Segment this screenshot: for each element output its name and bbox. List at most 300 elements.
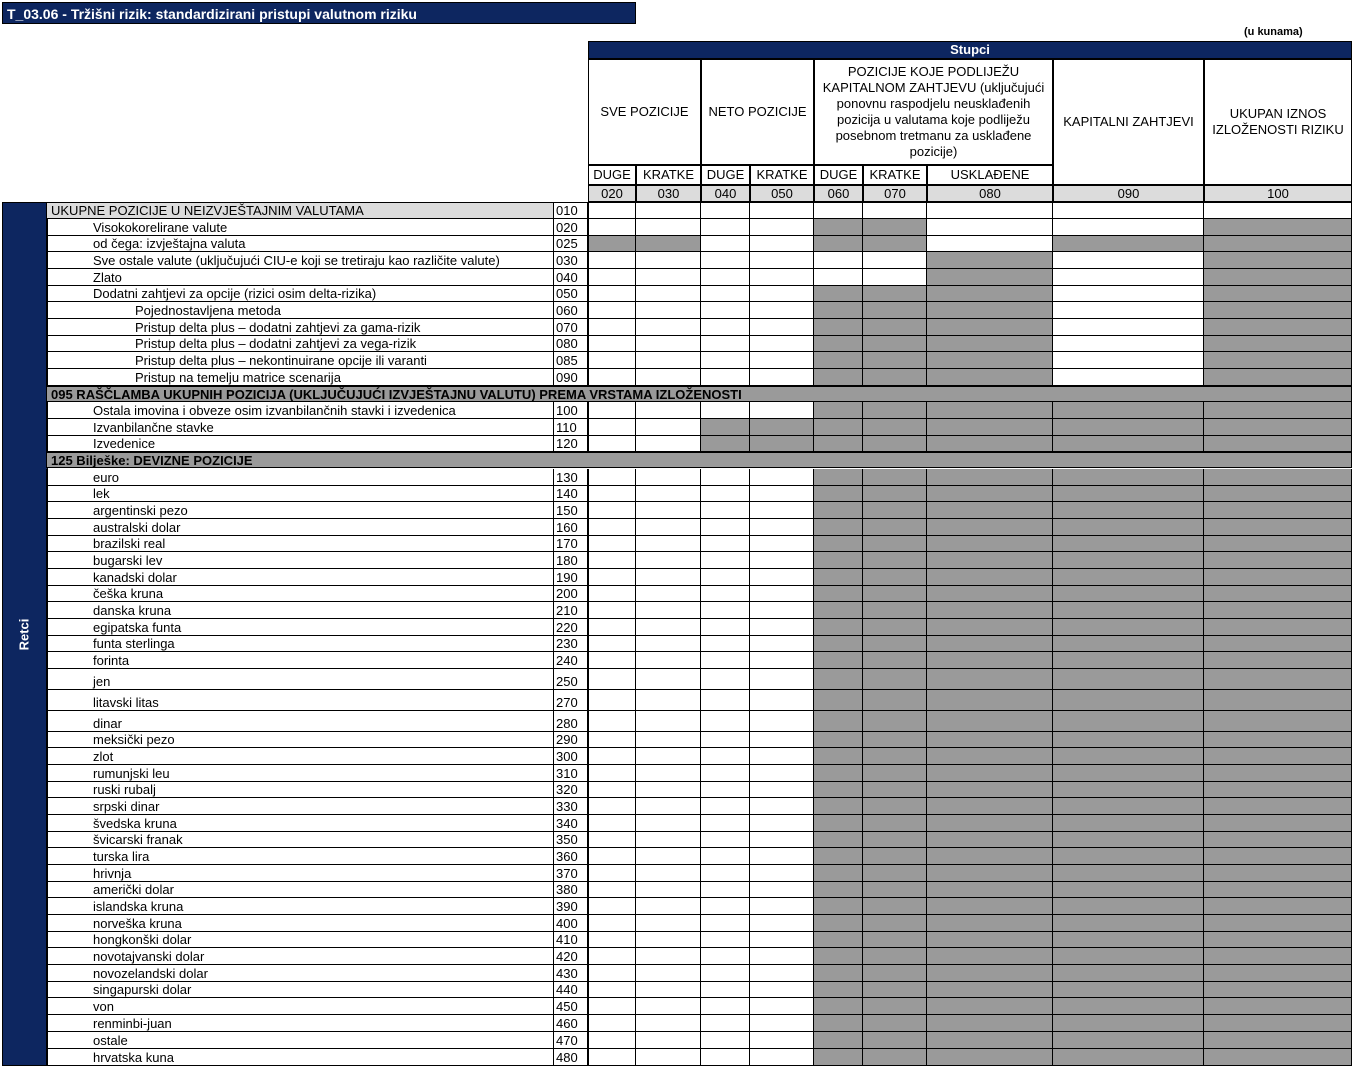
input-cell[interactable]	[814, 202, 863, 219]
input-cell[interactable]	[701, 865, 750, 882]
input-cell[interactable]	[750, 782, 814, 798]
input-cell[interactable]	[750, 369, 814, 386]
input-cell[interactable]	[701, 765, 750, 782]
input-cell[interactable]	[636, 998, 701, 1015]
grey-cell	[927, 336, 1053, 352]
grey-cell	[1204, 302, 1352, 319]
grey-cell	[1204, 619, 1352, 636]
grey-cell	[863, 815, 927, 832]
input-cell[interactable]	[750, 219, 814, 236]
grey-cell	[1204, 636, 1352, 652]
row-label: Pojednostavljena metoda	[46, 302, 554, 319]
grey-cell	[927, 636, 1053, 652]
grey-cell	[814, 711, 863, 732]
input-cell[interactable]	[701, 1015, 750, 1032]
input-cell[interactable]	[814, 269, 863, 286]
row-label: od čega: izvještajna valuta	[46, 236, 554, 252]
grey-cell	[814, 865, 863, 882]
input-cell[interactable]	[1053, 219, 1204, 236]
input-cell[interactable]	[588, 352, 636, 369]
row-code: 140	[554, 486, 588, 502]
input-cell[interactable]	[636, 536, 701, 552]
input-cell[interactable]	[750, 848, 814, 865]
input-cell[interactable]	[701, 486, 750, 502]
input-cell[interactable]	[588, 865, 636, 882]
input-cell[interactable]	[701, 302, 750, 319]
input-cell[interactable]	[636, 619, 701, 636]
grey-cell	[863, 711, 927, 732]
input-cell[interactable]	[588, 1049, 636, 1066]
grey-cell	[814, 552, 863, 569]
grey-cell	[927, 798, 1053, 815]
grey-cell	[1204, 536, 1352, 552]
grey-cell	[1204, 269, 1352, 286]
input-cell[interactable]	[1053, 252, 1204, 269]
input-cell[interactable]	[588, 286, 636, 302]
input-cell[interactable]	[636, 748, 701, 765]
input-cell[interactable]	[636, 915, 701, 932]
input-cell[interactable]	[701, 948, 750, 965]
grey-cell	[863, 552, 927, 569]
input-cell[interactable]	[701, 286, 750, 302]
input-cell[interactable]	[750, 469, 814, 486]
input-cell[interactable]	[636, 586, 701, 602]
input-cell[interactable]	[636, 932, 701, 948]
input-cell[interactable]	[701, 915, 750, 932]
row-code: 300	[554, 748, 588, 765]
input-cell[interactable]	[701, 236, 750, 252]
input-cell[interactable]	[750, 302, 814, 319]
input-cell[interactable]	[636, 898, 701, 915]
input-cell[interactable]	[636, 865, 701, 882]
input-cell[interactable]	[588, 815, 636, 832]
input-cell[interactable]	[636, 832, 701, 848]
row-code: 110	[554, 419, 588, 436]
input-cell[interactable]	[701, 602, 750, 619]
grey-cell	[814, 948, 863, 965]
input-cell[interactable]	[588, 998, 636, 1015]
input-cell[interactable]	[701, 1049, 750, 1066]
input-cell[interactable]	[701, 319, 750, 336]
input-cell[interactable]	[701, 998, 750, 1015]
input-cell[interactable]	[701, 848, 750, 865]
row-code: 280	[554, 711, 588, 732]
input-cell[interactable]	[636, 519, 701, 536]
row-code: 400	[554, 915, 588, 932]
grey-cell	[927, 998, 1053, 1015]
grey-cell	[814, 765, 863, 782]
input-cell[interactable]	[750, 932, 814, 948]
input-cell[interactable]	[750, 519, 814, 536]
input-cell[interactable]	[636, 882, 701, 898]
input-cell[interactable]	[750, 982, 814, 998]
input-cell[interactable]	[636, 402, 701, 419]
input-cell[interactable]	[588, 782, 636, 798]
input-cell[interactable]	[701, 252, 750, 269]
input-cell[interactable]	[701, 269, 750, 286]
input-cell[interactable]	[588, 519, 636, 536]
section-header: 095 RAŠČLAMBA UKUPNIH POZICIJA (UKLJUČUJUĆI IZVJEŠTAJNU VALUTU) PREMA VRSTAMA IZLOŽENOSTI	[46, 386, 1352, 402]
input-cell[interactable]	[750, 948, 814, 965]
input-cell[interactable]	[636, 602, 701, 619]
input-cell[interactable]	[588, 652, 636, 669]
row-label: Pristup delta plus – nekontinuirane opcije ili varanti	[46, 352, 554, 369]
input-cell[interactable]	[750, 998, 814, 1015]
input-cell[interactable]	[701, 219, 750, 236]
input-cell[interactable]	[750, 765, 814, 782]
input-cell[interactable]	[636, 1032, 701, 1049]
row-label: turska lira	[46, 848, 554, 865]
input-cell[interactable]	[1053, 302, 1204, 319]
input-cell[interactable]	[588, 982, 636, 998]
grey-cell	[814, 369, 863, 386]
grey-cell	[1053, 690, 1204, 711]
grey-cell	[927, 586, 1053, 602]
input-cell[interactable]	[701, 502, 750, 519]
input-cell[interactable]	[750, 502, 814, 519]
grey-cell	[814, 1015, 863, 1032]
input-cell[interactable]	[588, 552, 636, 569]
input-cell[interactable]	[588, 569, 636, 586]
input-cell[interactable]	[750, 336, 814, 352]
input-cell[interactable]	[750, 236, 814, 252]
input-cell[interactable]	[701, 519, 750, 536]
input-cell[interactable]	[701, 636, 750, 652]
input-cell[interactable]	[588, 798, 636, 815]
input-cell[interactable]	[636, 436, 701, 452]
input-cell[interactable]	[588, 948, 636, 965]
input-cell[interactable]	[701, 832, 750, 848]
input-cell[interactable]	[636, 848, 701, 865]
row-code: 030	[554, 252, 588, 269]
grey-cell	[927, 652, 1053, 669]
row-label: Ostala imovina i obveze osim izvanbilančnih stavki i izvedenica	[46, 402, 554, 419]
grey-cell	[927, 302, 1053, 319]
input-cell[interactable]	[636, 815, 701, 832]
row-code: 410	[554, 932, 588, 948]
input-cell[interactable]	[588, 848, 636, 865]
grey-cell	[1204, 815, 1352, 832]
input-cell[interactable]	[636, 1015, 701, 1032]
input-cell[interactable]	[636, 219, 701, 236]
input-cell[interactable]	[636, 765, 701, 782]
input-cell[interactable]	[1053, 202, 1204, 219]
input-cell[interactable]	[863, 269, 927, 286]
grey-cell	[1204, 436, 1352, 452]
row-code: 430	[554, 965, 588, 982]
grey-cell	[1053, 636, 1204, 652]
input-cell[interactable]	[636, 502, 701, 519]
input-cell[interactable]	[701, 552, 750, 569]
input-cell[interactable]	[588, 1032, 636, 1049]
grey-cell	[1053, 1032, 1204, 1049]
input-cell[interactable]	[750, 1015, 814, 1032]
input-cell[interactable]	[750, 798, 814, 815]
input-cell[interactable]	[750, 569, 814, 586]
input-cell[interactable]	[701, 536, 750, 552]
rows-side-label: Retci	[16, 618, 32, 650]
input-cell[interactable]	[588, 219, 636, 236]
input-cell[interactable]	[636, 732, 701, 748]
input-cell[interactable]	[701, 798, 750, 815]
input-cell[interactable]	[636, 252, 701, 269]
input-cell[interactable]	[750, 586, 814, 602]
input-cell[interactable]	[701, 402, 750, 419]
input-cell[interactable]	[701, 369, 750, 386]
input-cell[interactable]	[636, 486, 701, 502]
grey-cell	[1053, 502, 1204, 519]
row-label: srpski dinar	[46, 798, 554, 815]
input-cell[interactable]	[636, 569, 701, 586]
input-cell[interactable]	[636, 469, 701, 486]
input-cell[interactable]	[588, 336, 636, 352]
grey-cell	[863, 915, 927, 932]
input-cell[interactable]	[588, 636, 636, 652]
input-cell[interactable]	[701, 965, 750, 982]
input-cell[interactable]	[701, 469, 750, 486]
column-code: 080	[927, 185, 1053, 202]
input-cell[interactable]	[636, 419, 701, 436]
input-cell[interactable]	[750, 486, 814, 502]
input-cell[interactable]	[750, 832, 814, 848]
input-cell[interactable]	[750, 732, 814, 748]
input-cell[interactable]	[588, 319, 636, 336]
input-cell[interactable]	[636, 652, 701, 669]
input-cell[interactable]	[588, 402, 636, 419]
input-cell[interactable]	[588, 619, 636, 636]
input-cell[interactable]	[636, 319, 701, 336]
grey-cell	[927, 536, 1053, 552]
input-cell[interactable]	[588, 1015, 636, 1032]
input-cell[interactable]	[588, 882, 636, 898]
grey-cell	[863, 748, 927, 765]
grey-cell	[1204, 932, 1352, 948]
grey-cell	[814, 882, 863, 898]
input-cell[interactable]	[750, 536, 814, 552]
input-cell[interactable]	[588, 436, 636, 452]
input-cell[interactable]	[588, 502, 636, 519]
input-cell[interactable]	[927, 219, 1053, 236]
input-cell[interactable]	[701, 882, 750, 898]
row-code: 340	[554, 815, 588, 832]
input-cell[interactable]	[636, 669, 701, 690]
input-cell[interactable]	[588, 302, 636, 319]
grey-cell	[1204, 711, 1352, 732]
input-cell[interactable]	[588, 252, 636, 269]
input-cell[interactable]	[927, 236, 1053, 252]
row-label: Dodatni zahtjevi za opcije (rizici osim delta-rizika)	[46, 286, 554, 302]
input-cell[interactable]	[701, 748, 750, 765]
input-cell[interactable]	[588, 269, 636, 286]
input-cell[interactable]	[588, 748, 636, 765]
input-cell[interactable]	[636, 690, 701, 711]
grey-cell	[814, 319, 863, 336]
input-cell[interactable]	[588, 732, 636, 748]
input-cell[interactable]	[1053, 286, 1204, 302]
grey-cell	[863, 602, 927, 619]
grey-cell	[927, 690, 1053, 711]
input-cell[interactable]	[588, 669, 636, 690]
grey-cell	[814, 915, 863, 932]
grey-cell	[863, 569, 927, 586]
input-cell[interactable]	[588, 832, 636, 848]
grey-cell	[927, 552, 1053, 569]
input-cell[interactable]	[636, 711, 701, 732]
input-cell[interactable]	[750, 202, 814, 219]
input-cell[interactable]	[750, 898, 814, 915]
input-cell[interactable]	[1053, 319, 1204, 336]
input-cell[interactable]	[588, 486, 636, 502]
input-cell[interactable]	[750, 1032, 814, 1049]
input-cell[interactable]	[1053, 369, 1204, 386]
input-cell[interactable]	[636, 269, 701, 286]
grey-cell	[863, 286, 927, 302]
input-cell[interactable]	[701, 815, 750, 832]
input-cell[interactable]	[588, 469, 636, 486]
input-cell[interactable]	[701, 569, 750, 586]
input-cell[interactable]	[636, 552, 701, 569]
input-cell[interactable]	[701, 352, 750, 369]
input-cell[interactable]	[750, 1049, 814, 1066]
input-cell[interactable]	[636, 948, 701, 965]
input-cell[interactable]	[750, 865, 814, 882]
input-cell[interactable]	[1053, 336, 1204, 352]
input-cell[interactable]	[701, 982, 750, 998]
grey-cell	[927, 269, 1053, 286]
input-cell[interactable]	[701, 898, 750, 915]
input-cell[interactable]	[636, 352, 701, 369]
column-code: 070	[863, 185, 927, 202]
input-cell[interactable]	[588, 586, 636, 602]
input-cell[interactable]	[750, 286, 814, 302]
input-cell[interactable]	[750, 352, 814, 369]
input-cell[interactable]	[588, 915, 636, 932]
input-cell[interactable]	[636, 798, 701, 815]
input-cell[interactable]	[588, 932, 636, 948]
input-cell[interactable]	[750, 711, 814, 732]
grey-cell	[1053, 982, 1204, 998]
row-code: 060	[554, 302, 588, 319]
row-code: 370	[554, 865, 588, 882]
grey-cell	[1053, 1049, 1204, 1066]
input-cell[interactable]	[701, 586, 750, 602]
row-code: 440	[554, 982, 588, 998]
input-cell[interactable]	[701, 619, 750, 636]
grey-cell	[927, 369, 1053, 386]
input-cell[interactable]	[1204, 202, 1352, 219]
grey-cell	[1204, 569, 1352, 586]
input-cell[interactable]	[750, 748, 814, 765]
input-cell[interactable]	[750, 652, 814, 669]
row-code: 310	[554, 765, 588, 782]
input-cell[interactable]	[636, 782, 701, 798]
input-cell[interactable]	[588, 202, 636, 219]
row-code: 180	[554, 552, 588, 569]
input-cell[interactable]	[814, 252, 863, 269]
input-cell[interactable]	[588, 690, 636, 711]
input-cell[interactable]	[588, 419, 636, 436]
row-code: 200	[554, 586, 588, 602]
input-cell[interactable]	[750, 690, 814, 711]
input-cell[interactable]	[750, 602, 814, 619]
input-cell[interactable]	[636, 336, 701, 352]
input-cell[interactable]	[701, 711, 750, 732]
input-cell[interactable]	[701, 1032, 750, 1049]
input-cell[interactable]	[701, 732, 750, 748]
input-cell[interactable]	[750, 402, 814, 419]
input-cell[interactable]	[750, 815, 814, 832]
input-cell[interactable]	[636, 369, 701, 386]
grey-cell	[1053, 732, 1204, 748]
row-label: euro	[46, 469, 554, 486]
input-cell[interactable]	[588, 536, 636, 552]
input-cell[interactable]	[588, 711, 636, 732]
input-cell[interactable]	[701, 202, 750, 219]
row-label: zlot	[46, 748, 554, 765]
input-cell[interactable]	[750, 915, 814, 932]
input-cell[interactable]	[636, 202, 701, 219]
input-cell[interactable]	[863, 202, 927, 219]
unit-label: (u kunama)	[1244, 26, 1303, 38]
input-cell[interactable]	[750, 552, 814, 569]
input-cell[interactable]	[588, 765, 636, 782]
input-cell[interactable]	[636, 982, 701, 998]
input-cell[interactable]	[636, 636, 701, 652]
input-cell[interactable]	[701, 336, 750, 352]
input-cell[interactable]	[636, 302, 701, 319]
input-cell[interactable]	[701, 652, 750, 669]
row-label: litavski litas	[46, 690, 554, 711]
grey-cell	[927, 982, 1053, 998]
input-cell[interactable]	[701, 690, 750, 711]
input-cell[interactable]	[1053, 269, 1204, 286]
input-cell[interactable]	[750, 319, 814, 336]
input-cell[interactable]	[636, 965, 701, 982]
input-cell[interactable]	[750, 252, 814, 269]
input-cell[interactable]	[588, 965, 636, 982]
input-cell[interactable]	[750, 965, 814, 982]
input-cell[interactable]	[750, 882, 814, 898]
input-cell[interactable]	[1053, 352, 1204, 369]
input-cell[interactable]	[750, 669, 814, 690]
input-cell[interactable]	[588, 898, 636, 915]
grey-cell	[927, 319, 1053, 336]
input-cell[interactable]	[701, 669, 750, 690]
row-code: 240	[554, 652, 588, 669]
input-cell[interactable]	[636, 286, 701, 302]
grey-cell	[927, 402, 1053, 419]
grey-cell	[814, 798, 863, 815]
input-cell[interactable]	[701, 932, 750, 948]
grey-cell	[927, 915, 1053, 932]
grey-cell	[1204, 519, 1352, 536]
input-cell[interactable]	[750, 269, 814, 286]
grey-cell	[863, 369, 927, 386]
input-cell[interactable]	[863, 252, 927, 269]
row-code: 360	[554, 848, 588, 865]
input-cell[interactable]	[750, 636, 814, 652]
input-cell[interactable]	[927, 202, 1053, 219]
row-label: brazilski real	[46, 536, 554, 552]
input-cell[interactable]	[750, 619, 814, 636]
row-label: hrivnja	[46, 865, 554, 882]
row-label: dinar	[46, 711, 554, 732]
input-cell[interactable]	[701, 782, 750, 798]
input-cell[interactable]	[588, 369, 636, 386]
input-cell[interactable]	[588, 602, 636, 619]
input-cell[interactable]	[636, 1049, 701, 1066]
sub-uskladene: USKLAĐENE	[927, 165, 1053, 185]
